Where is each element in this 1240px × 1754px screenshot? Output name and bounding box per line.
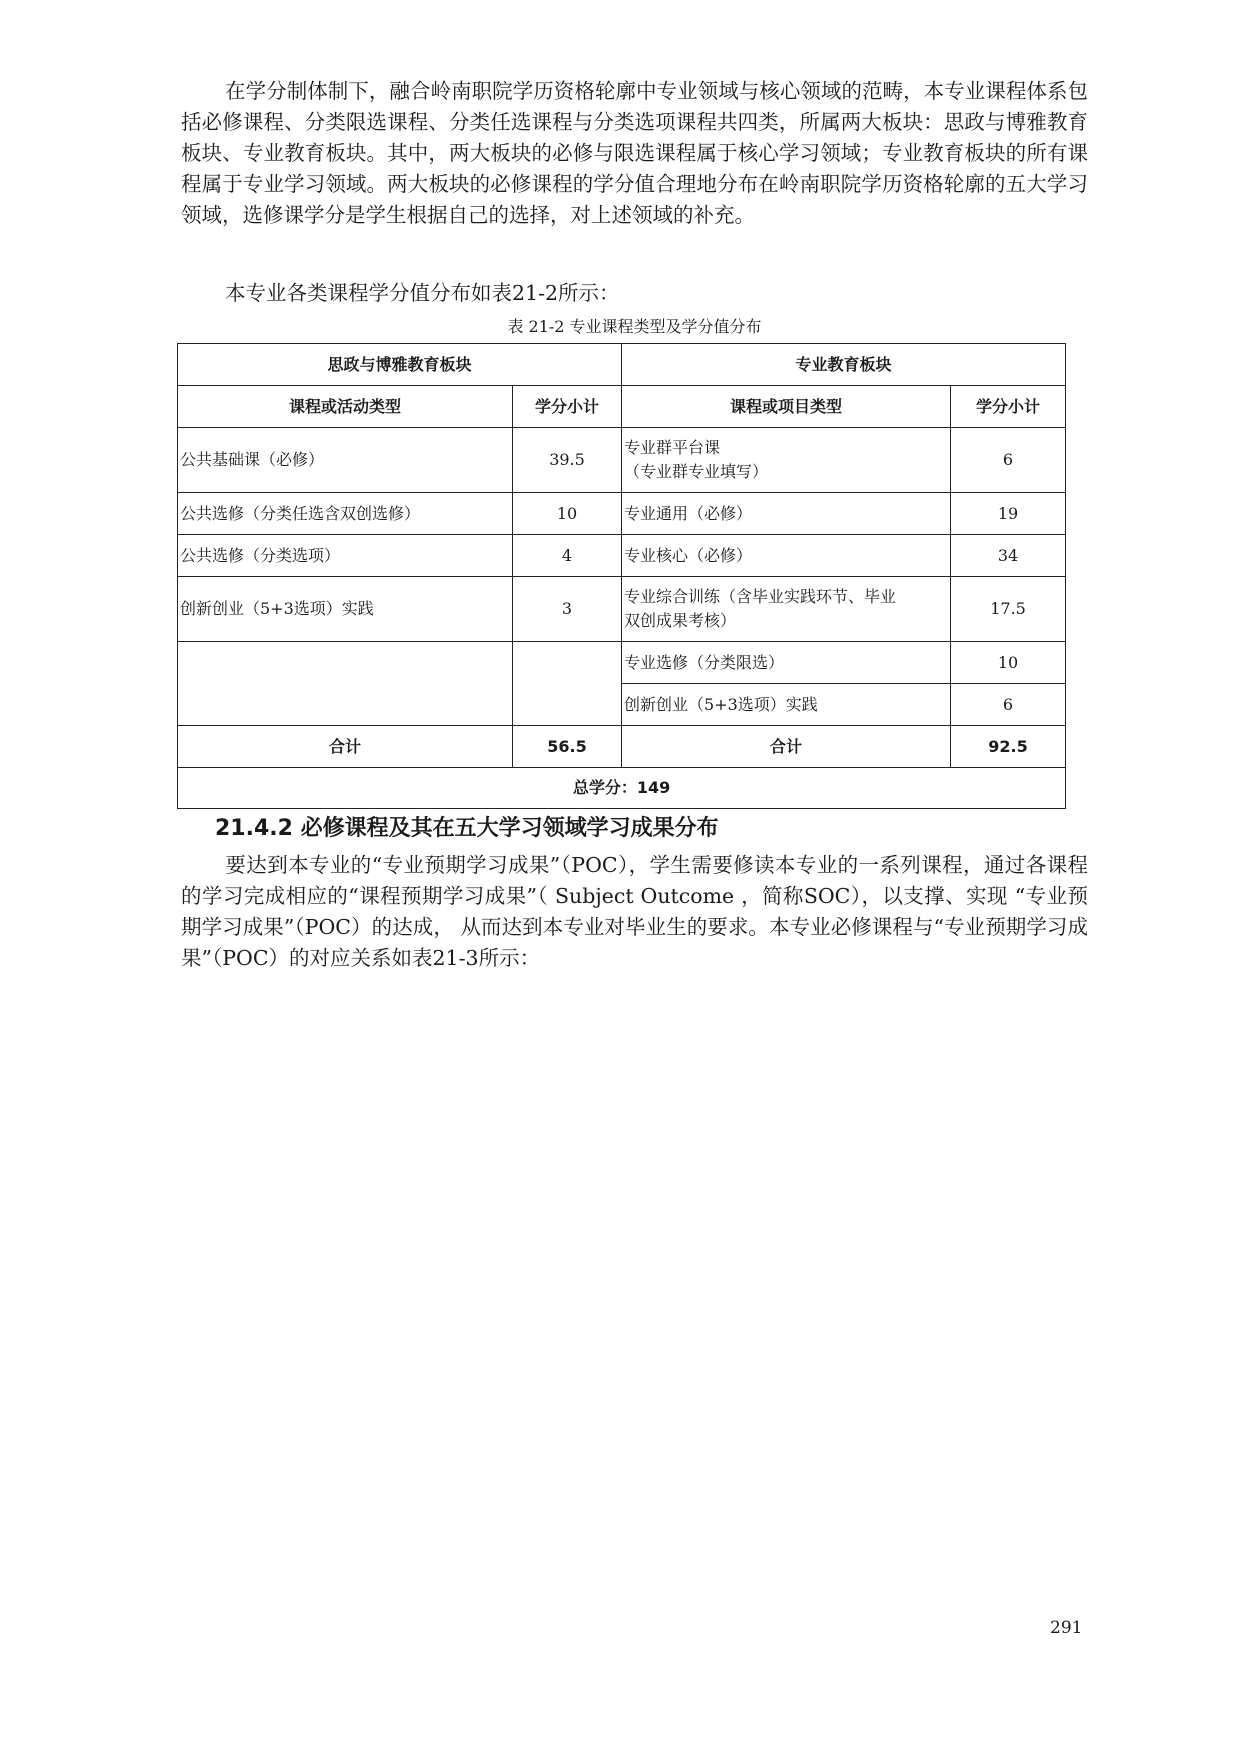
left-course-type: 创新创业（5+3选项）实践 xyxy=(178,577,513,642)
right-course-type-line2: 双创成果考核） xyxy=(624,611,737,630)
table-intro-paragraph xyxy=(181,278,1088,309)
table-total-row xyxy=(178,726,1066,768)
grand-total: 总学分：149 xyxy=(178,768,1066,809)
right-credit: 34 xyxy=(951,535,1066,577)
right-course-type: 专业核心（必修） xyxy=(622,535,951,577)
table-row xyxy=(178,535,1066,577)
right-credit: 6 xyxy=(951,428,1066,493)
page-number: 291 xyxy=(1050,1618,1083,1638)
right-course-type xyxy=(622,428,951,493)
right-credit: 17.5 xyxy=(951,577,1066,642)
table-row xyxy=(178,577,1066,642)
left-credit: 39.5 xyxy=(513,428,622,493)
table-column-header-row xyxy=(178,386,1066,428)
table-intro-text: 本专业各类课程学分值分布如表21-2所示： xyxy=(225,281,620,305)
intro-paragraph xyxy=(181,76,1088,231)
credit-distribution-table xyxy=(177,343,1066,809)
poc-paragraph xyxy=(181,850,1088,974)
right-course-type-line2: （专业群专业填写） xyxy=(624,462,769,481)
intro-paragraph-text: 在学分制体制下，融合岭南职院学历资格轮廓中专业领域与核心领域的范畴，本专业课程体系包括必修课程、分类限选课程、分类任选课程与分类选项课程共四类，所属两大板块：思政与博雅教育板块、专业教育板块。其中，两大板块的必修与限选课程属于核心学习领域；专业教育板块的所有课程属于专业学习领域。两大板块的必修课程的学分值合理地分布在岭南职院学历资格轮廓的五大学习领域，选修课学分是学生根据自己的选择，对上述领域的补充。 xyxy=(181,79,1088,227)
left-course-type-empty xyxy=(178,642,513,726)
poc-paragraph-text: 要达到本专业的“专业预期学习成果”（POC），学生需要修读本专业的一系列课程，通过各课程的学习完成相应的“课程预期学习成果”（ Subject Outcome ，简称SOC），以支撑、实现 “专业预期学习成果”（POC）的达成， 从而达到本专业对毕业生的要求。本专业必修课程与“专业预期学习成果”（POC）的对应关系如表21-3所示： xyxy=(181,853,1088,970)
block-header-left: 思政与博雅教育板块 xyxy=(178,344,622,386)
total-right: 92.5 xyxy=(951,726,1066,768)
left-credit: 4 xyxy=(513,535,622,577)
right-course-type-line1: 专业群平台课 xyxy=(624,438,721,457)
table-caption: 表 21-2 专业课程类型及学分值分布 xyxy=(507,317,762,336)
table-grand-total-row xyxy=(178,768,1066,809)
table-row xyxy=(178,428,1066,493)
block-header-right: 专业教育板块 xyxy=(622,344,1066,386)
right-course-type: 创新创业（5+3选项）实践 xyxy=(622,684,951,726)
col-header-left-type: 课程或活动类型 xyxy=(178,386,513,428)
right-credit: 6 xyxy=(951,684,1066,726)
right-course-type: 专业通用（必修） xyxy=(622,493,951,535)
left-course-type: 公共选修（分类任选含双创选修） xyxy=(178,493,513,535)
col-header-right-credit: 学分小计 xyxy=(951,386,1066,428)
col-header-right-type: 课程或项目类型 xyxy=(622,386,951,428)
table-row xyxy=(178,493,1066,535)
right-course-type-line1: 专业综合训练（含毕业实践环节、毕业 xyxy=(624,587,897,606)
right-course-type: 专业选修（分类限选） xyxy=(622,642,951,684)
left-credit: 10 xyxy=(513,493,622,535)
right-course-type xyxy=(622,577,951,642)
total-label-right: 合计 xyxy=(622,726,951,768)
total-left: 56.5 xyxy=(513,726,622,768)
section-heading: 21.4.2 必修课程及其在五大学习领域学习成果分布 xyxy=(215,816,719,841)
right-credit: 10 xyxy=(951,642,1066,684)
left-credit: 3 xyxy=(513,577,622,642)
col-header-left-credit: 学分小计 xyxy=(513,386,622,428)
right-credit: 19 xyxy=(951,493,1066,535)
table-block-header-row xyxy=(178,344,1066,386)
table-row xyxy=(178,642,1066,684)
left-credit-empty xyxy=(513,642,622,726)
left-course-type: 公共基础课（必修） xyxy=(178,428,513,493)
left-course-type: 公共选修（分类选项） xyxy=(178,535,513,577)
total-label-left: 合计 xyxy=(178,726,513,768)
